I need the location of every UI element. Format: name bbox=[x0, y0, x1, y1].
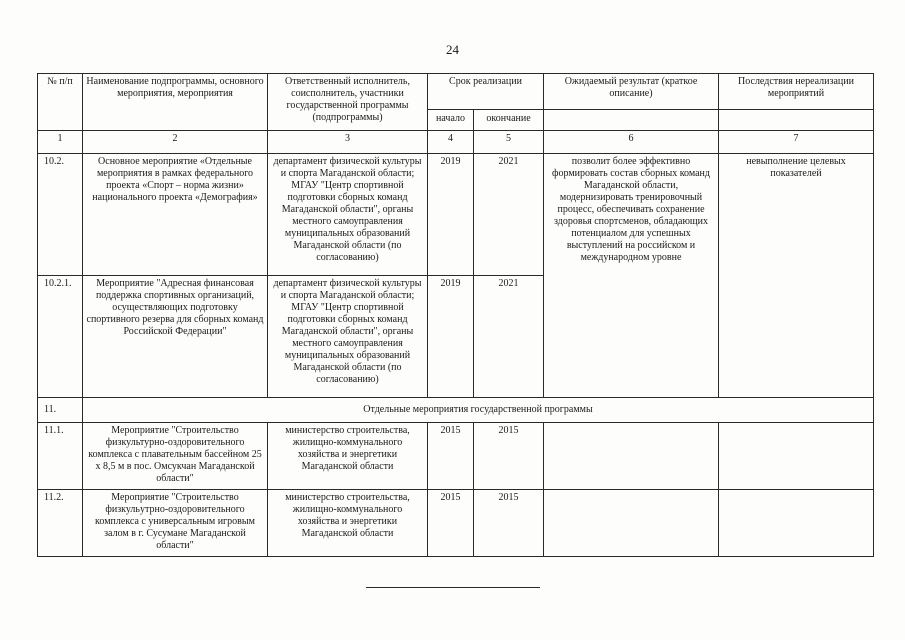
header-start: начало bbox=[428, 110, 474, 131]
column-number: 5 bbox=[474, 131, 544, 154]
table-row bbox=[38, 423, 874, 490]
footer-divider bbox=[366, 587, 540, 588]
row-start: 2019 bbox=[428, 276, 474, 398]
row-consequences: невыполнение целевых показателей bbox=[719, 154, 874, 398]
header-num: № п/п bbox=[38, 74, 83, 131]
page-number: 24 bbox=[446, 42, 459, 57]
header-consequences: Последствия нереализации мероприятий bbox=[719, 74, 874, 110]
header-result-empty bbox=[544, 110, 719, 131]
header-term: Срок реализации bbox=[428, 74, 544, 110]
header-responsible: Ответственный исполнитель, соисполнитель, участники государственной программы (подпрограммы) bbox=[268, 74, 428, 131]
header-end: окончание bbox=[474, 110, 544, 131]
row-name: Мероприятие "Адресная финансовая поддержка спортивных организаций, осуществляющих подготовку спортивного резерва для сборных команд Российской Федерации" bbox=[83, 276, 268, 398]
row-name: Мероприятие "Строительство физкульутрно-оздоровительного комплекса с универсальным игровым залом в г. Сусумане Магаданской области" bbox=[83, 490, 268, 557]
column-number: 6 bbox=[544, 131, 719, 154]
column-number: 2 bbox=[83, 131, 268, 154]
column-number-row bbox=[38, 131, 874, 154]
row-name: Основное мероприятие «Отдельные мероприятия в рамках федерального проекта «Спорт – норма жизни» национального проекта «Демография» bbox=[83, 154, 268, 276]
table-row bbox=[38, 154, 874, 276]
row-start: 2019 bbox=[428, 154, 474, 276]
row-number: 10.2. bbox=[38, 154, 83, 276]
section-row bbox=[38, 398, 874, 423]
program-table bbox=[37, 73, 874, 557]
row-start: 2015 bbox=[428, 423, 474, 490]
row-number: 10.2.1. bbox=[38, 276, 83, 398]
row-responsible: министерство строительства, жилищно-коммунального хозяйства и энергетики Магаданской области bbox=[268, 490, 428, 557]
header-name: Наименование подпрограммы, основного мероприятия, мероприятия bbox=[83, 74, 268, 131]
header-result: Ожидаемый результат (краткое описание) bbox=[544, 74, 719, 110]
row-start: 2015 bbox=[428, 490, 474, 557]
column-number: 7 bbox=[719, 131, 874, 154]
row-responsible: департамент физической культуры и спорта Магаданской области; МГАУ "Центр спортивной подготовки сборных команд Магаданской области", органы местного самоуправления муниципальных образований Магаданской области (по согласованию) bbox=[268, 276, 428, 398]
row-end: 2015 bbox=[474, 490, 544, 557]
row-result bbox=[544, 490, 719, 557]
column-number: 1 bbox=[38, 131, 83, 154]
column-number: 3 bbox=[268, 131, 428, 154]
row-consequences bbox=[719, 490, 874, 557]
header-consequences-empty bbox=[719, 110, 874, 131]
row-consequences bbox=[719, 423, 874, 490]
row-result: позволит более эффективно формировать состав сборных команд Магаданской области, модернизировать тренировочный процесс, обеспечивать сохранение здоровья спортсменов, обладающих потенциалом для успешных выступлений на российском и международном уровне bbox=[544, 154, 719, 398]
row-result bbox=[544, 423, 719, 490]
row-name: Мероприятие "Строительство физкультурно-оздоровительного комплекса с плавательным бассейном 25 х 8,5 м в пос. Омсукчан Магаданской области" bbox=[83, 423, 268, 490]
row-end: 2021 bbox=[474, 276, 544, 398]
row-number: 11.1. bbox=[38, 423, 83, 490]
row-end: 2021 bbox=[474, 154, 544, 276]
row-number: 11. bbox=[38, 398, 83, 423]
section-title: Отдельные мероприятия государственной программы bbox=[83, 398, 874, 423]
row-number: 11.2. bbox=[38, 490, 83, 557]
column-number: 4 bbox=[428, 131, 474, 154]
row-responsible: департамент физической культуры и спорта Магаданской области; МГАУ "Центр спортивной подготовки сборных команд Магаданской области", органы местного самоуправления муниципальных образований Магаданской области (по согласованию) bbox=[268, 154, 428, 276]
row-responsible: министерство строительства, жилищно-коммунального хозяйства и энергетики Магаданской области bbox=[268, 423, 428, 490]
row-end: 2015 bbox=[474, 423, 544, 490]
header-row bbox=[38, 74, 874, 110]
table-row bbox=[38, 490, 874, 557]
